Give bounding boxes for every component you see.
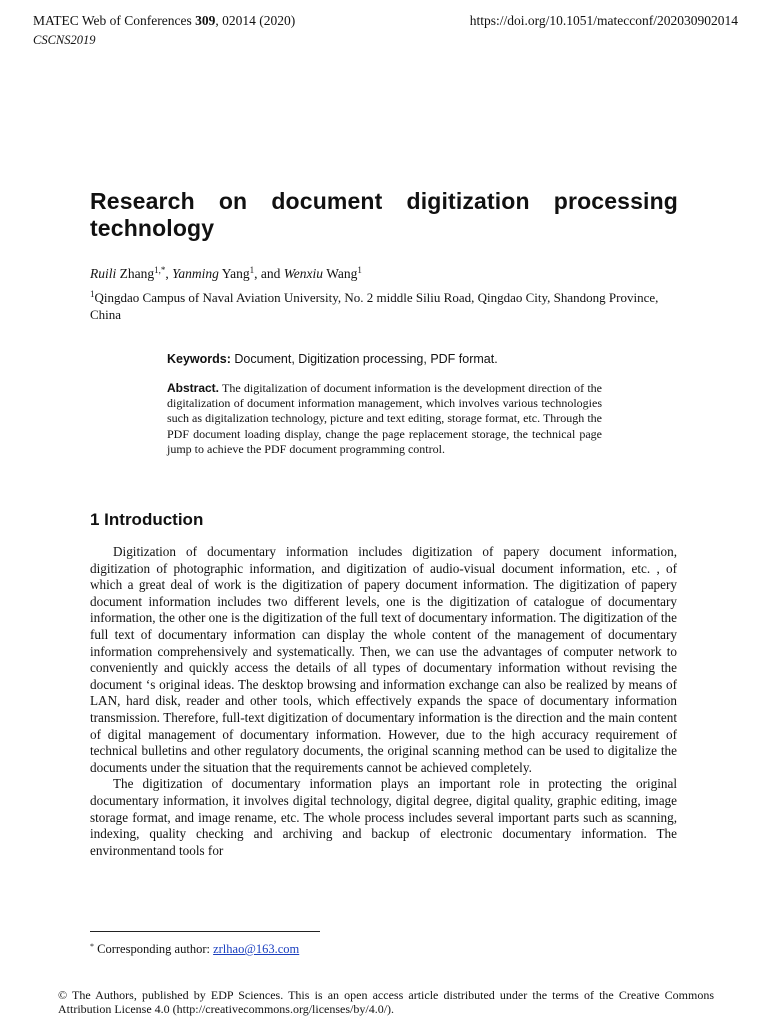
abstract-text: The digitalization of document information is the development direction of the digitalization of document information management, which involves various technologies such as digitalization technology, picture and text editing, storage format, etc. Through the PDF document loading display, change the page replacement storage, the technical page jump to achieve the PDF document programming control. — [167, 381, 602, 456]
author-given-name: Ruili — [90, 266, 117, 281]
author-list — [90, 266, 362, 282]
keywords — [167, 352, 607, 366]
keywords-label: Keywords: — [167, 352, 231, 366]
author-family-name: Wang — [326, 266, 358, 281]
author-family-name: Yang — [221, 266, 250, 281]
footnote-divider — [90, 931, 320, 932]
footnote-mark: * — [90, 942, 94, 951]
affiliation-text: Qingdao Campus of Naval Aviation University, No. 2 middle Siliu Road, Qingdao City, Shandong Province, China — [90, 290, 659, 322]
affiliation-mark: 1 — [90, 289, 95, 299]
author-marks: 1 — [249, 265, 255, 275]
author-given-name: Yanming — [172, 266, 219, 281]
article-number-year: , 02014 (2020) — [215, 13, 296, 28]
journal-name: MATEC Web of Conferences — [33, 13, 192, 28]
footnote — [90, 942, 299, 957]
corresponding-email-link[interactable]: zrlhao@163.com — [213, 942, 300, 956]
author-given-name: Wenxiu — [283, 266, 324, 281]
conference-series: CSCNS2019 — [33, 33, 96, 47]
paper-title: Research on document digitization processing technology — [90, 188, 678, 241]
running-header-citation — [33, 13, 295, 29]
section-body — [90, 544, 677, 859]
author — [172, 266, 254, 281]
license-notice: © The Authors, published by EDP Sciences. This is an open access article distributed under the terms of the Creative Commons Attribution License 4.0 (http://creativecommons.org/licenses/by/4.0/). — [58, 988, 714, 1016]
author-family-name: Zhang — [119, 266, 155, 281]
abstract — [167, 381, 602, 457]
author-separator: , and — [254, 266, 284, 281]
body-paragraph: The digitization of documentary information plays an important role in protecting the original documentary information, it involves digital technology, digital degree, digital quality, graphic editing, image storage format, and image rename, etc. The whole process includes several important parts such as scanning, indexing, quality checking and archiving and backup of electronic documentary information. The environmentand tools for — [90, 776, 677, 858]
author-marks: 1 — [357, 265, 362, 275]
author-marks: 1,* — [154, 265, 166, 275]
author — [284, 266, 362, 281]
doi-link[interactable]: https://doi.org/10.1051/matecconf/202030902014 — [469, 13, 738, 28]
author-separator: , — [165, 266, 173, 281]
keywords-text: Document, Digitization processing, PDF format. — [234, 352, 498, 366]
affiliation — [90, 290, 680, 323]
footnote-label: Corresponding author: — [97, 942, 214, 956]
abstract-label: Abstract. — [167, 381, 220, 395]
journal-volume: 309 — [195, 13, 216, 28]
section-heading: 1 Introduction — [90, 510, 204, 529]
body-paragraph: Digitization of documentary information includes digitization of papery document information, digitization of photographic information, and digitization of audio-visual document information, etc. , of which a great deal of work is the digitization of papery document information. The digitization of papery document information includes two different levels, one is the digitization of catalogue of documentary information, the other one is the digitization of the full text of documentary information. The digitization of the full text of documentary information can display the whole content of the management of documentary information comprehensively and systematically. Then, we can use the advantages of computer network to conveniently and quickly access the details of all types of documentary information without revising the document ‘s original ideas. The desktop browsing and information exchange can also be realized by means of LAN, hard disk, reader and other tools, which effectively expands the space of documentary information transmission. Therefore, full-text digitization of documentary information is the direction and the main content of digital management of documentary information. However, due to the high accuracy requirement of technical bulletins and other regulatory documents, the original scanning method can be used to digitalize the documents under the situation that the requirements cannot be achieved completely. — [90, 544, 677, 775]
author — [90, 266, 165, 281]
